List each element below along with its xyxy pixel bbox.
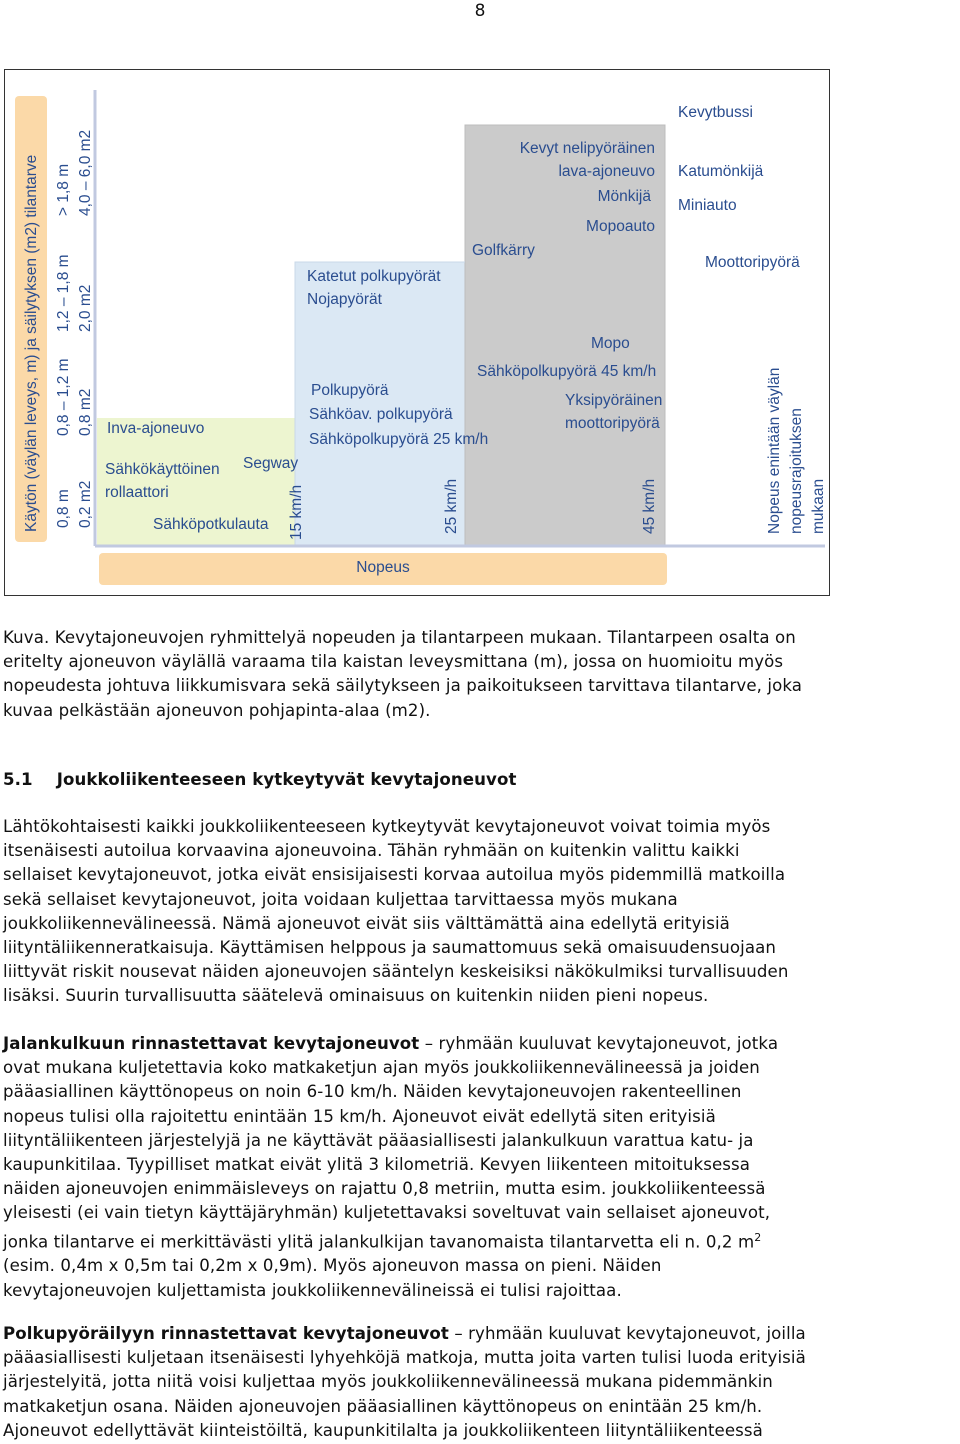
paragraph-2-lead: Jalankulkuun rinnastettavat kevytajoneuvot — [3, 1034, 420, 1053]
paragraph-line: ovat mukana kuljetettavia koko matkaketjun ajan myös joukkoliikennevälineessä ja joiden — [3, 1058, 760, 1078]
paragraph-2-first-rest: – ryhmään kuuluvat kevytajoneuvot, jotka — [419, 1034, 779, 1053]
y-level-area-1: 0,2 m2 — [77, 480, 94, 528]
paragraph-line: kevytajoneuvojen kuljettamista joukkoliikennevälineissä ei tulisi rajoittaa. — [3, 1280, 622, 1300]
paragraph-line: kaupunkitilaa. Tyypilliset matkat eivät ylitä 3 kilometriä. Kevyen liikenteen mitoituksessa — [3, 1155, 751, 1175]
figure-canvas — [5, 70, 829, 595]
label-katumonkija: Katumönkijä — [678, 163, 764, 180]
paragraph-line: (esim. 0,4m x 0,5m tai 0,2m x 0,9m). Myös ajoneuvon massa on pieni. Näiden — [3, 1256, 662, 1276]
caption-line: nopeudesta johtuva liikkumisvara sekä säilytykseen ja paikoitukseen tarvittava tilantarve, joka — [3, 676, 803, 696]
speed-marker-15: 15 km/h — [288, 484, 305, 540]
paragraph-line: liittyvät riskit nousevat näiden ajoneuvojen sääntelyn keskeisiksi näkökulmiksi turvallisuuden — [3, 962, 789, 982]
paragraph-line: liityntäliikenneratkaisuja. Käyttämisen helppous ja saumattomuus sekä omaisuudensuojaan — [3, 938, 777, 958]
section-heading — [3, 768, 958, 792]
vehicle-grouping-figure — [4, 69, 830, 596]
label-nojapyorat: Nojapyörät — [307, 291, 382, 308]
paragraph-line: pääasiallinen käyttönopeus on noin 6-10 km/h. Näiden kevytajoneuvojen rakenteellinen — [3, 1082, 742, 1102]
y-level-area-2: 0,8 m2 — [77, 388, 94, 436]
paragraph-line: järjestelyitä, jotta niitä voisi kuljettaa myös joukkoliikennevälineessä mukana pidemmänkin — [3, 1372, 773, 1392]
label-monkija: Mönkijä — [597, 188, 651, 205]
label-sahkopolkupyora-45: Sähköpolkupyörä 45 km/h — [477, 363, 657, 380]
label-miniauto: Miniauto — [678, 197, 737, 214]
caption-line: Kuva. Kevytajoneuvojen ryhmittelyä nopeuden ja tilantarpeen mukaan. Tilantarpeen osalta on — [3, 628, 796, 647]
page-number: 8 — [474, 1, 486, 21]
caption-line: kuvaa pelkästään ajoneuvon pohjapinta-alaa (m2). — [3, 700, 431, 720]
paragraph-line: yleisesti (ei vain tietyn käyttäjäryhmän) kuljetettavaksi soveltuvat vain sellaiset ajoneuvot, — [3, 1203, 771, 1223]
label-sahkokayttoinen: Sähkökäyttöinen — [105, 461, 220, 478]
label-mopoauto: Mopoauto — [586, 218, 655, 235]
label-golfkarry: Golfkärry — [472, 242, 535, 259]
label-sahkoav-polkupyora: Sähköav. polkupyörä — [309, 406, 453, 423]
label-rollaattori: rollaattori — [105, 484, 169, 501]
label-inva-ajoneuvo: Inva-ajoneuvo — [107, 420, 205, 437]
y-level-width-4: > 1,8 m — [55, 163, 72, 216]
paragraph-line: Ajoneuvot edellyttävät kiinteistöiltä, kaupunkitilalta ja joukkoliikenteen liityntäliikenteessä — [3, 1420, 763, 1440]
paragraph-line: Lähtökohtaisesti kaikki joukkoliikenteeseen kytkeytyvät kevytajoneuvot voivat toimia myös — [3, 817, 771, 836]
figure-caption — [3, 626, 958, 723]
label-yksipyorainen: Yksipyöräinen — [565, 392, 663, 409]
label-moottoripyora-yksi: moottoripyörä — [565, 415, 660, 432]
label-lava-ajoneuvo: lava-ajoneuvo — [558, 163, 655, 180]
right-marker-line-2: nopeusrajoituksen — [788, 408, 805, 534]
label-polkupyora: Polkupyörä — [311, 382, 389, 399]
paragraph-3-first-rest: – ryhmään kuuluvat kevytajoneuvot, joilla — [448, 1324, 806, 1343]
label-moottoripyora: Moottoripyörä — [705, 254, 800, 271]
label-mopo: Mopo — [591, 335, 630, 352]
label-sahkopolkupyora-25: Sähköpolkupyörä 25 km/h — [309, 431, 489, 448]
label-sahkopotkulauta: Sähköpotkulauta — [153, 516, 269, 533]
paragraph-3 — [3, 1322, 958, 1443]
right-marker-line-1: Nopeus enintään väylän — [766, 367, 783, 534]
paragraph-line: liityntäliikenteen järjestelyjä ja ne käyttävät pääasiallisesti jalankulkuun varattua katu- ja — [3, 1130, 754, 1150]
paragraph-line: näiden ajoneuvojen enimmäisleveys on rajattu 0,8 metriin, mutta esim. joukkoliikenteessä — [3, 1179, 766, 1199]
y-level-area-3: 2,0 m2 — [77, 284, 94, 332]
paragraph-line: joukkoliikennevälineessä. Nämä ajoneuvot eivät siis välttämättä aina edellytä erityisiä — [3, 913, 730, 933]
section-title: Joukkoliikenteeseen kytkeytyvät kevytajoneuvot — [56, 770, 517, 789]
caption-line: eritelty ajoneuvon väylällä varaama tila kaistan leveysmittana (m), jossa on huomioitu myös — [3, 652, 784, 672]
paragraph-line: pääasiallisesti kuljetaan itsenäisesti lyhyehköjä matkoja, mutta joita varten tulisi luoda erityisiä — [3, 1348, 806, 1368]
right-marker-line-3: mukaan — [810, 478, 827, 534]
paragraph-line: sekä sellaiset kevytajoneuvot, joita voidaan kuljettaa tarvittaessa myös mukana — [3, 889, 678, 909]
label-katetut-polkupyorat: Katetut polkupyörät — [307, 268, 441, 285]
paragraph-line: sellaiset kevytajoneuvot, jotka eivät ensisijaisesti korvaa autoilua myös pidemmillä matkoilla — [3, 865, 786, 885]
y-level-area-4: 4,0 – 6,0 m2 — [77, 129, 94, 216]
y-level-width-1: 0,8 m — [55, 489, 72, 528]
paragraph-2 — [3, 1032, 958, 1303]
superscript: 2 — [754, 1230, 762, 1244]
speed-marker-25: 25 km/h — [443, 478, 460, 534]
paragraph-3-lead: Polkupyöräilyyn rinnastettavat kevytajoneuvot — [3, 1324, 449, 1343]
label-kevytbussi: Kevytbussi — [678, 104, 753, 121]
label-segway: Segway — [243, 455, 299, 472]
paragraph-line: itsenäisesti autoilua korvaavina ajoneuvoina. Tähän ryhmään on kuitenkin valittu kaikki — [3, 841, 740, 861]
paragraph-line: jonka tilantarve ei merkittävästi ylitä jalankulkijan tavanomaista tilantarvetta eli n. 0,2 m — [3, 1232, 755, 1252]
y-axis-title: Käytön (väylän leveys, m) ja säilytyksen (m2) tilantarve — [23, 154, 40, 532]
paragraph-1 — [3, 815, 958, 1009]
speed-marker-45: 45 km/h — [641, 478, 658, 534]
y-level-width-3: 1,2 – 1,8 m — [55, 254, 72, 332]
paragraph-line: nopeus tulisi olla rajoitettu enintään 15 km/h. Ajoneuvot eivät edellytä siten erityisiä — [3, 1106, 716, 1126]
section-number: 5.1 — [3, 770, 33, 789]
y-level-width-2: 0,8 – 1,2 m — [55, 358, 72, 436]
paragraph-line: lisäksi. Suurin turvallisuutta säätelevä ominaisuus on kuitenkin niiden pieni nopeus. — [3, 986, 709, 1006]
paragraph-line: matkaketjun osana. Näiden ajoneuvojen pääasiallinen käyttönopeus on enintään 25 km/h. — [3, 1396, 763, 1416]
label-kevyt-nelipyorainen: Kevyt nelipyöräinen — [519, 140, 655, 157]
x-axis-title: Nopeus — [356, 559, 410, 576]
